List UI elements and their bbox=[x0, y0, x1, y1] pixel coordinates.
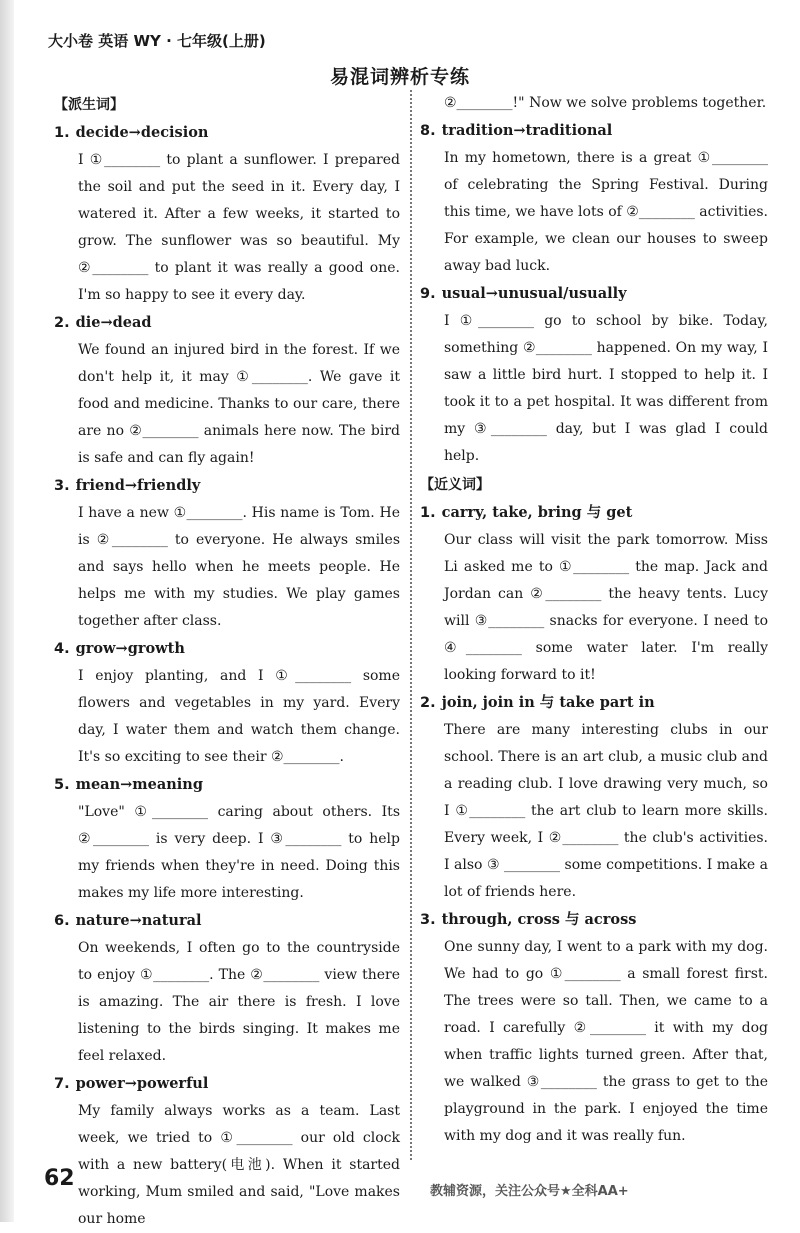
exercise-passage: I ①________ to plant a sunflower. I prepared the soil and put the seed in it. Every day, I watered it. After a few weeks, it started to grow. The sunflower was so beautiful. My ②________ to plant it was really a good one. I'm so happy to see it every day. bbox=[78, 152, 400, 303]
exercise-number: 1. bbox=[420, 505, 436, 521]
exercise-words: grow→growth bbox=[75, 640, 185, 657]
exercise-item bbox=[420, 689, 768, 906]
exercise-item bbox=[54, 309, 400, 472]
page-edge bbox=[0, 0, 14, 1222]
exercise-passage: One sunny day, I went to a park with my dog. We had to go ①________ a small forest first. The trees were so tall. Then, we came to a road. I carefully ②________ it with my dog when traffic lights turned green. After that, we walked ③________ the grass to get to the playground in the park. I enjoyed the time with my dog and it was really fun. bbox=[444, 939, 768, 1144]
exercise-number: 3. bbox=[54, 478, 70, 494]
exercise-words: decide→decision bbox=[75, 124, 209, 141]
exercise-passage: In my hometown, there is a great ①________ of celebrating the Spring Festival. During this time, we have lots of ②________ activities. For example, we clean our houses to sweep away bad luck. bbox=[444, 150, 768, 274]
exercise-words: nature→natural bbox=[75, 912, 202, 929]
exercise-number: 4. bbox=[54, 641, 70, 657]
exercise-words: join, join in 与 take part in bbox=[441, 694, 655, 711]
exercise-number: 7. bbox=[54, 1076, 70, 1092]
exercise-passage: My family always works as a team. Last week, we tried to ①________ our old clock with a new battery(电池). When it started working, Mum smiled and said, "Love makes our home bbox=[78, 1103, 400, 1227]
exercise-words: mean→meaning bbox=[75, 776, 203, 793]
exercise-passage: Our class will visit the park tomorrow. Miss Li asked me to ①________ the map. Jack and Jordan can ②________ the heavy tents. Lucy will ③________ snacks for everyone. I need to ④________ some water later. I'm really looking forward to it! bbox=[444, 532, 768, 683]
exercise-item bbox=[420, 280, 768, 470]
exercise-number: 5. bbox=[54, 777, 70, 793]
exercise-words: through, cross 与 across bbox=[441, 911, 637, 928]
exercise-passage: We found an injured bird in the forest. If we don't help it, it may ①________. We gave it food and medicine. Thanks to our care, there are no ②________ animals here now. The bird is safe and can fly again! bbox=[78, 342, 400, 466]
left-column bbox=[54, 90, 400, 1233]
exercise-passage: "Love" ①________ caring about others. Its ②________ is very deep. I ③________ to help my friends when they're in need. Doing this makes my life more interesting. bbox=[78, 804, 400, 901]
exercise-title bbox=[54, 635, 400, 663]
exercise-title bbox=[420, 117, 768, 145]
exercise-item bbox=[54, 907, 400, 1070]
exercise-item bbox=[420, 906, 768, 1150]
exercise-item bbox=[54, 119, 400, 309]
exercise-item bbox=[420, 499, 768, 689]
footer-note: 教辅资源，关注公众号★全科AA+ bbox=[430, 1184, 629, 1199]
exercise-passage-continued: ②________!" Now we solve problems together. bbox=[444, 95, 767, 111]
exercise-title bbox=[54, 771, 400, 799]
exercise-item bbox=[420, 117, 768, 280]
exercise-words: friend→friendly bbox=[75, 477, 201, 494]
exercise-passage: There are many interesting clubs in our school. There is an art club, a music club and a reading club. I love drawing very much, so I ①________ the art club to learn more skills. Every week, I ②________ the club's activities. I also ③ ________ some competitions. I make a lot of friends here. bbox=[444, 722, 768, 900]
exercise-words: tradition→traditional bbox=[441, 122, 613, 139]
exercise-passage: I ①________ go to school by bike. Today, something ②________ happened. On my way, I saw a little bird hurt. I stopped to help it. I took it to a pet hospital. It was different from my ③________ day, but I was glad I could help. bbox=[444, 313, 768, 464]
exercise-words: usual→unusual/usually bbox=[441, 285, 627, 302]
exercise-title bbox=[54, 472, 400, 500]
exercise-number: 1. bbox=[54, 125, 70, 141]
exercise-title bbox=[54, 1070, 400, 1098]
exercise-title bbox=[420, 689, 768, 717]
section-synonyms-heading: 【近义词】 bbox=[420, 477, 490, 493]
page-number: 62 bbox=[44, 1166, 75, 1191]
book-header: 大小卷 英语 WY · 七年级(上册) bbox=[48, 32, 266, 50]
exercise-number: 9. bbox=[420, 286, 436, 302]
exercise-number: 8. bbox=[420, 123, 436, 139]
exercise-title bbox=[420, 906, 768, 934]
exercise-item bbox=[54, 472, 400, 635]
exercise-number: 3. bbox=[420, 912, 436, 928]
section-derived-heading: 【派生词】 bbox=[54, 97, 124, 113]
exercise-item bbox=[54, 771, 400, 907]
exercise-passage: I have a new ①________. His name is Tom. He is ②________ to everyone. He always smiles and says hello when he meets people. He helps me with my studies. We play games together after class. bbox=[78, 505, 400, 629]
exercise-title bbox=[54, 907, 400, 935]
column-divider bbox=[410, 90, 412, 1160]
exercise-passage: On weekends, I often go to the countryside to enjoy ①________. The ②________ view there is amazing. The air there is fresh. I love listening to the birds singing. It makes me feel relaxed. bbox=[78, 940, 400, 1064]
exercise-words: die→dead bbox=[75, 314, 152, 331]
exercise-title bbox=[54, 119, 400, 147]
exercise-words: power→powerful bbox=[75, 1075, 209, 1092]
exercise-item bbox=[54, 635, 400, 771]
exercise-item bbox=[54, 1070, 400, 1233]
exercise-title bbox=[420, 280, 768, 308]
exercise-passage: I enjoy planting, and I ①________ some flowers and vegetables in my yard. Every day, I water them and watch them change. It's so exciting to see their ②________. bbox=[78, 668, 400, 765]
page-title: 易混词辨析专练 bbox=[329, 66, 470, 88]
exercise-number: 2. bbox=[54, 315, 70, 331]
right-column bbox=[420, 90, 768, 1150]
exercise-number: 6. bbox=[54, 913, 70, 929]
exercise-title bbox=[54, 309, 400, 337]
exercise-number: 2. bbox=[420, 695, 436, 711]
exercise-words: carry, take, bring 与 get bbox=[441, 504, 633, 521]
exercise-title bbox=[420, 499, 768, 527]
